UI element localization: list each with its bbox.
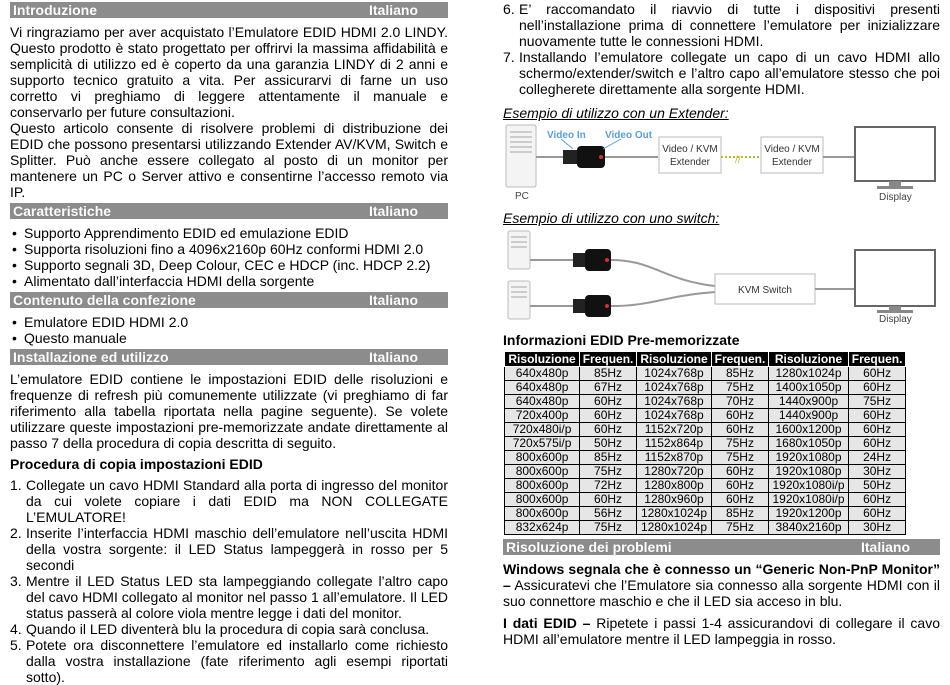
step-number: 3.	[10, 573, 22, 589]
table-row	[505, 493, 906, 507]
table-cell: 75Hz	[712, 521, 769, 535]
table-cell: 60Hz	[712, 423, 769, 437]
list-item	[503, 49, 940, 97]
hdmi-emulator-icon	[573, 249, 611, 271]
table-cell: 60Hz	[712, 493, 769, 507]
table-row	[505, 507, 906, 521]
table-cell: 1920x1200p	[768, 507, 848, 521]
pc-icon	[506, 125, 536, 187]
section-title: Risoluzione dei problemi	[506, 539, 672, 555]
list-item: • Alimentato dall’interfaccia HDMI della sorgente	[10, 273, 448, 289]
language-label: Italiano	[369, 349, 419, 365]
language-label: Italiano	[369, 2, 419, 18]
table-cell: 60Hz	[712, 479, 769, 493]
table-cell: 1280x1024p	[636, 507, 711, 521]
video-out-label: Video Out	[605, 130, 653, 141]
table-row	[505, 381, 906, 395]
step-text: E’ raccomandato il riavvio di tutte i dispositivi presenti nell’installazione prima di connettere l’emulatore per inizializzare nuovamente tutte le connessioni HDMI.	[519, 1, 940, 49]
section-header-problemi	[503, 539, 940, 555]
list-item: • Emulatore EDID HDMI 2.0	[10, 314, 448, 330]
table-cell: 50Hz	[580, 437, 637, 451]
table-cell: 800x600p	[505, 479, 580, 493]
copy-steps-list	[10, 477, 448, 685]
table-cell: 1280x800p	[636, 479, 711, 493]
table-cell: 1280x960p	[636, 493, 711, 507]
steps-continued-list	[503, 1, 940, 97]
table-cell: 30Hz	[849, 521, 906, 535]
table-cell: 1024x768p	[636, 409, 711, 423]
section-title: Introduzione	[13, 2, 97, 18]
switch-diagram	[503, 226, 940, 324]
troubleshoot-answer: Assicuratevi che l’Emulatore sia connesso alla sorgente HDMI con il suo connettore maschio e che il LED sia acceso in blu.	[503, 577, 940, 609]
table-cell: 60Hz	[849, 507, 906, 521]
table-header-row	[505, 352, 906, 367]
list-item: • Supporto Apprendimento EDID ed emulazione EDID	[10, 225, 448, 241]
table-cell: 60Hz	[580, 423, 637, 437]
kvm-switch-label: KVM Switch	[738, 285, 792, 296]
table-cell: 75Hz	[712, 437, 769, 451]
hdmi-emulator-icon	[573, 295, 611, 317]
extender-diagram	[503, 121, 940, 203]
display-label: Display	[879, 192, 912, 203]
hdmi-emulator-icon	[563, 146, 605, 168]
table-cell: 60Hz	[580, 395, 637, 409]
table-cell: 85Hz	[712, 367, 769, 381]
table-cell: 800x600p	[505, 465, 580, 479]
table-row	[505, 479, 906, 493]
package-list	[10, 314, 448, 346]
table-body	[505, 367, 906, 535]
table-cell: 720x400p	[505, 409, 580, 423]
table-cell: 1280x1024p	[636, 521, 711, 535]
extender-1-line-1: Video / KVM	[662, 144, 718, 155]
table-cell: 60Hz	[712, 409, 769, 423]
example-extender-title: Esempio di utilizzo con un Extender:	[503, 105, 729, 121]
table-cell: 60Hz	[712, 465, 769, 479]
table-cell: 1024x768p	[636, 367, 711, 381]
table-row	[505, 409, 906, 423]
table-cell: 60Hz	[580, 409, 637, 423]
list-item	[503, 1, 940, 49]
section-header-caratteristiche	[10, 203, 448, 219]
step-text: Mentre il LED Status LED sta lampeggiando collegate l’altro capo del cavo HDMI collegato al monitor nel passo 1 all’emulatore. Il LED status passerà al colore viola mentre legge i dati del monitor.	[26, 573, 448, 621]
edid-table-title: Informazioni EDID Pre-memorizzate	[503, 332, 740, 348]
list-item	[10, 477, 448, 525]
troubleshoot-answer: Ripetete i passi 1-4 assicurandovi di collegare il cavo HDMI all’emulatore mentre il LED lampeggia in rosso.	[503, 615, 941, 647]
list-item	[10, 525, 448, 573]
table-cell: 75Hz	[849, 395, 906, 409]
table-cell: 1920x1080p	[768, 465, 848, 479]
language-label: Italiano	[861, 539, 911, 555]
pc-icon	[508, 231, 530, 269]
step-text: Potete ora disconnettere l’emulatore ed installarlo come richiesto dalla vostra installazione (fate riferimento agli esempi riportati sotto).	[26, 637, 448, 685]
table-cell: 1680x1050p	[768, 437, 848, 451]
table-cell: 60Hz	[849, 409, 906, 423]
table-cell: 72Hz	[580, 479, 637, 493]
table-cell: 1152x864p	[636, 437, 711, 451]
table-cell: 60Hz	[849, 381, 906, 395]
step-number: 4.	[10, 621, 22, 637]
table-cell: 60Hz	[849, 493, 906, 507]
troubleshoot-item-2	[503, 615, 940, 647]
display-label: Display	[879, 314, 912, 324]
section-title: Contenuto della confezione	[13, 292, 196, 308]
table-cell: 85Hz	[712, 507, 769, 521]
table-row	[505, 465, 906, 479]
table-row	[505, 521, 906, 535]
left-column	[10, 0, 448, 685]
table-cell: 720x575i/p	[505, 437, 580, 451]
extender-2-line-2: Extender	[771, 157, 813, 168]
step-text: Inserite l’interfaccia HDMI maschio dell’emulatore nell’uscita HDMI della vostra sorgente: il LED Status lampeggerà in rosso per 5 secondi	[26, 525, 448, 573]
table-cell: 640x480p	[505, 395, 580, 409]
table-cell: 1440x900p	[768, 409, 848, 423]
table-cell: 60Hz	[849, 423, 906, 437]
column-header: Risoluzione	[768, 352, 848, 367]
extender-1-line-2: Extender	[669, 157, 711, 168]
right-column	[503, 0, 940, 647]
table-cell: 800x600p	[505, 451, 580, 465]
list-item: • Supporta risoluzioni fino a 4096x2160p 60Hz conformi HDMI 2.0	[10, 241, 448, 257]
step-text: Collegate un cavo HDMI Standard alla porta di ingresso del monitor da cui volete copiare i dati EDID ma NON COLLEGATE L’EMULATORE!	[26, 477, 448, 525]
pc-label: PC	[515, 191, 529, 202]
table-cell: 640x480p	[505, 381, 580, 395]
column-header: Frequen.	[712, 352, 769, 367]
list-item	[10, 621, 448, 637]
list-item: • Questo manuale	[10, 330, 448, 346]
list-item	[10, 637, 448, 685]
table-cell: 75Hz	[712, 381, 769, 395]
extender-2-line-1: Video / KVM	[764, 144, 820, 155]
list-item: • Supporto segnali 3D, Deep Colour, CEC e HDCP (inc. HDCP 2.2)	[10, 257, 448, 273]
table-cell: 70Hz	[712, 395, 769, 409]
step-number: 1.	[10, 477, 22, 493]
section-header-introduzione	[10, 2, 448, 18]
example-switch-title: Esempio di utilizzo con uno switch:	[503, 210, 720, 226]
language-label: Italiano	[369, 292, 419, 308]
table-cell: 3840x2160p	[768, 521, 848, 535]
table-cell: 1400x1050p	[768, 381, 848, 395]
table-cell: 24Hz	[849, 451, 906, 465]
table-row	[505, 451, 906, 465]
video-in-label: Video In	[547, 130, 586, 141]
table-row	[505, 437, 906, 451]
table-cell: 1920x1080i/p	[768, 493, 848, 507]
step-number: 6.	[503, 1, 515, 17]
step-number: 5.	[10, 637, 22, 653]
table-cell: 85Hz	[580, 367, 637, 381]
troubleshoot-question: I dati EDID –	[503, 615, 591, 631]
table-cell: 1024x768p	[636, 381, 711, 395]
table-row	[505, 367, 906, 381]
switch-diagram-svg	[503, 226, 940, 324]
link-break-icon: //	[735, 155, 741, 166]
column-header: Risoluzione	[505, 352, 580, 367]
table-cell: 640x480p	[505, 367, 580, 381]
table-cell: 1600x1200p	[768, 423, 848, 437]
table-cell: 75Hz	[580, 465, 637, 479]
table-cell: 1280x1024p	[768, 367, 848, 381]
list-item	[10, 573, 448, 621]
step-number: 7.	[503, 49, 515, 65]
troubleshoot-question: Windows segnala che è connesso un “Generic Non-PnP Monitor” –	[503, 561, 940, 593]
table-cell: 30Hz	[849, 465, 906, 479]
table-cell: 1280x720p	[636, 465, 711, 479]
table-cell: 50Hz	[849, 479, 906, 493]
step-text: Installando l’emulatore collegate un capo di un cavo HDMI allo schermo/extender/switch e l’altro capo all’emulatore stesso che poi collegherete direttamente alla sorgente HDMI.	[519, 49, 940, 97]
table-cell: 60Hz	[849, 367, 906, 381]
section-header-confezione	[10, 292, 448, 308]
install-paragraph: L’emulatore EDID contiene le impostazioni EDID delle risoluzioni e frequenze di refresh più comunemente utilizzate (vi preghiamo di far riferimento alla tabella riportata nella pagine seguente). Se volete utilizzare queste impostazioni pre-memorizzate andate direttamente al passo 7 della procedura di copia descritta di seguito.	[10, 371, 448, 451]
table-cell: 60Hz	[849, 437, 906, 451]
column-header: Frequen.	[580, 352, 637, 367]
table-cell: 75Hz	[580, 521, 637, 535]
table-cell: 1024x768p	[636, 395, 711, 409]
display-icon	[855, 127, 935, 189]
copy-procedure-heading: Procedura di copia impostazioni EDID	[10, 456, 263, 472]
intro-paragraph-2: Questo articolo consente di risolvere problemi di distribuzione dei EDID che possono presentarsi utilizzando Extender AV/KVM, Switch e Splitter. Può anche essere collegato al posto di un monitor per mantenere un PC o Server attivo e consentirne l’accesso remoto via IP.	[10, 120, 448, 200]
section-header-installazione	[10, 349, 448, 365]
table-cell: 60Hz	[580, 493, 637, 507]
features-list	[10, 225, 448, 289]
step-number: 2.	[10, 525, 22, 541]
table-cell: 75Hz	[712, 451, 769, 465]
language-label: Italiano	[369, 203, 419, 219]
table-cell: 85Hz	[580, 451, 637, 465]
table-cell: 832x624p	[505, 521, 580, 535]
table-cell: 1152x870p	[636, 451, 711, 465]
table-cell: 720x480i/p	[505, 423, 580, 437]
table-cell: 1920x1080p	[768, 451, 848, 465]
table-row	[505, 423, 906, 437]
troubleshoot-item-1	[503, 561, 940, 609]
table-cell: 1152x720p	[636, 423, 711, 437]
extender-diagram-svg	[503, 121, 940, 203]
display-icon	[855, 250, 935, 313]
column-header: Frequen.	[849, 352, 906, 367]
table-cell: 800x600p	[505, 493, 580, 507]
intro-paragraph-1: Vi ringraziamo per aver acquistato l’Emulatore EDID HDMI 2.0 LINDY. Questo prodotto è stato progettato per offrirvi la massima affidabilità e semplicità di utilizzo ed è coperto da una garanzia LINDY di 2 anni e supporto tecnico gratuito a vita. Per assicurarvi di farne un uso corretto vi preghiamo di leggere attentamente il manuale e conservarlo per future consultazioni.	[10, 24, 448, 120]
step-text: Quando il LED diventerà blu la procedura di copia sarà conclusa.	[26, 621, 430, 637]
pc-icon	[508, 281, 530, 319]
table-cell: 800x600p	[505, 507, 580, 521]
section-title: Caratteristiche	[13, 203, 112, 219]
table-cell: 1440x900p	[768, 395, 848, 409]
column-header: Risoluzione	[636, 352, 711, 367]
section-title: Installazione ed utilizzo	[13, 349, 169, 365]
table-cell: 56Hz	[580, 507, 637, 521]
table-row	[505, 395, 906, 409]
table-cell: 1920x1080i/p	[768, 479, 848, 493]
edid-table	[504, 351, 906, 535]
table-cell: 67Hz	[580, 381, 637, 395]
